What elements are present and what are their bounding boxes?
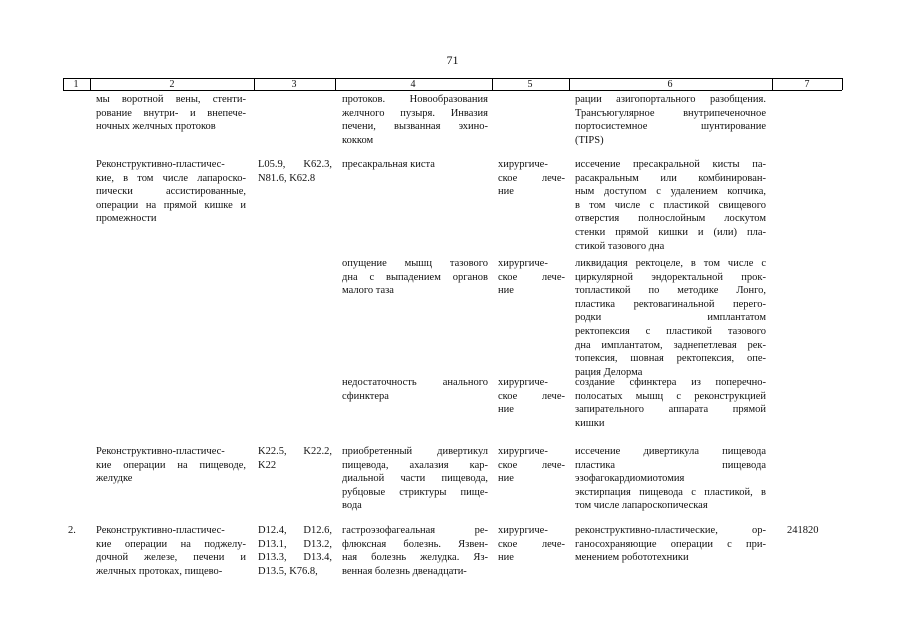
cell-line: сфинктера	[342, 390, 389, 402]
cell-line: ганосохраняющие операции с при-	[575, 538, 766, 550]
cell-line: кишки	[575, 417, 605, 429]
cell-line: D12.4, D12.6,	[258, 525, 332, 536]
cell-line: рация Делорма	[575, 366, 643, 378]
table-col-separator	[772, 78, 773, 90]
cell-line: эзофагокардиомиотомия	[575, 473, 685, 485]
treatment-type-cell	[498, 445, 565, 486]
cell-line: кие, в том числе лапароско-	[96, 172, 246, 184]
cell-line: дна с выпадением органов	[342, 271, 488, 283]
intervention-group-cell	[96, 524, 246, 578]
treatment-type-cell	[498, 524, 565, 565]
treatment-method-cell	[575, 158, 766, 253]
treatment-method-cell	[575, 376, 766, 430]
cell-line: приобретенный дивертикул	[342, 446, 488, 457]
cell-line: рубцовые стриктуры пище-	[342, 486, 488, 498]
diagnosis-cell	[342, 158, 488, 172]
cell-line: Реконструктивно-пластичес-	[96, 446, 225, 457]
cell-line: экстирпация пищевода с пластикой, в	[575, 486, 766, 498]
cell-line: хирургиче-	[498, 159, 548, 170]
cell-line: ректопексия с пластикой тазового	[575, 325, 766, 337]
cell-line: хирургиче-	[498, 446, 548, 457]
cell-line: N81.6, K62.8	[258, 172, 316, 184]
column-header-7: 7	[804, 79, 810, 90]
cell-line: (TIPS)	[575, 134, 604, 146]
cell-line: ние	[498, 186, 514, 198]
cell-line: стикой тазового дна	[575, 240, 665, 252]
cell-line: ское лече-	[498, 459, 565, 471]
table-col-separator	[335, 78, 336, 90]
treatment-type-cell	[498, 376, 565, 417]
cell-line: ние	[498, 404, 514, 416]
cell-line: ние	[498, 285, 514, 297]
cell-line: печени, вызванная эхино-	[342, 121, 488, 133]
diagnosis-cell	[342, 524, 488, 578]
cell-line: Реконструктивно-пластичес-	[96, 525, 225, 536]
cell-line: L05.9, K62.3,	[258, 159, 332, 170]
cell-line: стенки прямой кишки и (или) пла-	[575, 226, 766, 238]
treatment-method-cell	[575, 257, 766, 379]
cell-line: ние	[498, 552, 514, 564]
cell-line: реконструктивно-пластические, ор-	[575, 525, 766, 536]
cell-line: D13.5, K76.8,	[258, 565, 318, 577]
cell-line: в том числе с пластикой свищевого	[575, 199, 766, 211]
cell-line: кие операции на пищеводе,	[96, 459, 246, 471]
page-number: 71	[446, 53, 459, 67]
norm-cost-cell: 241820	[787, 525, 819, 536]
cell-line: отверстия полнослойным лоскутом	[575, 213, 766, 225]
cell-line: иссечение дивертикула пищевода	[575, 446, 766, 457]
cell-line: флюксная болезнь. Язвен-	[342, 538, 488, 550]
cell-line: рование внутри- и внепече-	[96, 107, 246, 119]
icd-codes-cell	[258, 158, 332, 185]
cell-line: ние	[498, 473, 514, 485]
cell-line: опущение мышц тазового	[342, 258, 488, 269]
diagnosis-cell	[342, 93, 488, 147]
cell-line: расакральным или комбинирован-	[575, 172, 766, 184]
cell-line: топластикой по методике Лонго,	[575, 285, 766, 297]
diagnosis-cell	[342, 257, 488, 298]
table-col-separator	[492, 78, 493, 90]
cell-line: хирургиче-	[498, 377, 548, 388]
cell-line: создание сфинктера из поперечно-	[575, 377, 766, 388]
column-header-3: 3	[291, 79, 297, 90]
table-col-separator	[254, 78, 255, 90]
cell-line: дочной железе, печени и	[96, 552, 246, 564]
cell-line: вода	[342, 500, 362, 512]
cell-line: полосатых мышц с реконструкцией	[575, 390, 766, 402]
diagnosis-cell	[342, 376, 488, 403]
cell-line: топексия, шовная ректопексия, опе-	[575, 353, 766, 365]
treatment-type-cell	[498, 257, 565, 298]
icd-codes-cell	[258, 524, 332, 578]
cell-line: ское лече-	[498, 538, 565, 550]
cell-line: диальной части пищевода,	[342, 473, 488, 485]
diagnosis-cell	[342, 445, 488, 513]
cell-line: K22	[258, 459, 277, 471]
cell-line: родки имплантатом	[575, 312, 766, 324]
table-right-border	[842, 78, 843, 90]
cell-line: ское лече-	[498, 390, 565, 402]
cell-line: пластика ректовагинальной перего-	[575, 298, 766, 310]
cell-line: пищевода, ахалазия кар-	[342, 459, 488, 471]
cell-line: желчного пузыря. Инвазия	[342, 107, 488, 119]
cell-line: K22.5, K22.2,	[258, 446, 332, 457]
intervention-group-cell	[96, 158, 246, 226]
cell-line: желчных протоках, пищево-	[96, 565, 223, 577]
column-header-6: 6	[667, 79, 673, 90]
cell-line: хирургиче-	[498, 525, 548, 536]
column-header-5: 5	[527, 79, 533, 90]
cell-line: гастроэзофагеальная ре-	[342, 525, 488, 536]
cell-line: запирательного аппарата прямой	[575, 404, 766, 416]
cell-line: дна имплантатом, заднепетлевая рек-	[575, 339, 766, 351]
cell-line: хирургиче-	[498, 258, 548, 269]
cell-line: D13.1, D13.2,	[258, 538, 332, 550]
cell-line: ское лече-	[498, 172, 565, 184]
intervention-group-cell	[96, 93, 246, 134]
table-col-separator	[569, 78, 570, 90]
cell-line: Реконструктивно-пластичес-	[96, 159, 225, 170]
cell-line: ликвидация ректоцеле, в том числе с	[575, 258, 766, 269]
cell-line: ным доступом с удалением копчика,	[575, 186, 766, 198]
treatment-type-cell	[498, 158, 565, 199]
column-header-1: 1	[73, 79, 79, 90]
column-header-2: 2	[169, 79, 175, 90]
cell-line: ночных желчных протоков	[96, 121, 216, 133]
cell-line: пластика пищевода	[575, 459, 766, 471]
cell-line: пресакральная киста	[342, 159, 435, 170]
cell-line: мы воротной вены, стенти-	[96, 94, 246, 105]
cell-line: венная болезнь двенадцати-	[342, 565, 467, 577]
cell-line: Трансъюгулярное внутрипеченочное	[575, 107, 766, 119]
treatment-method-cell	[575, 93, 766, 147]
cell-line: рации азигопортального разобщения.	[575, 94, 766, 105]
cell-line: операции на прямой кишке и	[96, 199, 246, 211]
cell-line: промежности	[96, 213, 157, 225]
cell-line: том числе лапароскопическая	[575, 500, 708, 512]
cell-line: ная болезнь желудка. Яз-	[342, 552, 488, 564]
cell-line: желудке	[96, 473, 133, 485]
treatment-method-cell	[575, 524, 766, 565]
cell-line: ское лече-	[498, 271, 565, 283]
table-header-bottom-border	[63, 90, 842, 91]
cell-line: D13.3, D13.4,	[258, 552, 332, 564]
cell-line: менением робототехники	[575, 552, 689, 564]
treatment-method-cell	[575, 445, 766, 513]
row-number-cell: 2.	[68, 525, 76, 536]
cell-line: портосистемное шунтирование	[575, 121, 766, 133]
cell-line: иссечение пресакральной кисты па-	[575, 159, 766, 170]
cell-line: малого таза	[342, 285, 394, 297]
cell-line: кокком	[342, 134, 374, 146]
icd-codes-cell	[258, 445, 332, 472]
intervention-group-cell	[96, 445, 246, 486]
cell-line: циркулярной эндоректальной прок-	[575, 271, 766, 283]
cell-line: недостаточность анального	[342, 377, 488, 388]
cell-line: протоков. Новообразования	[342, 94, 488, 105]
cell-line: кие операции на поджелу-	[96, 538, 246, 550]
column-header-4: 4	[410, 79, 416, 90]
cell-line: пически ассистированные,	[96, 186, 246, 198]
